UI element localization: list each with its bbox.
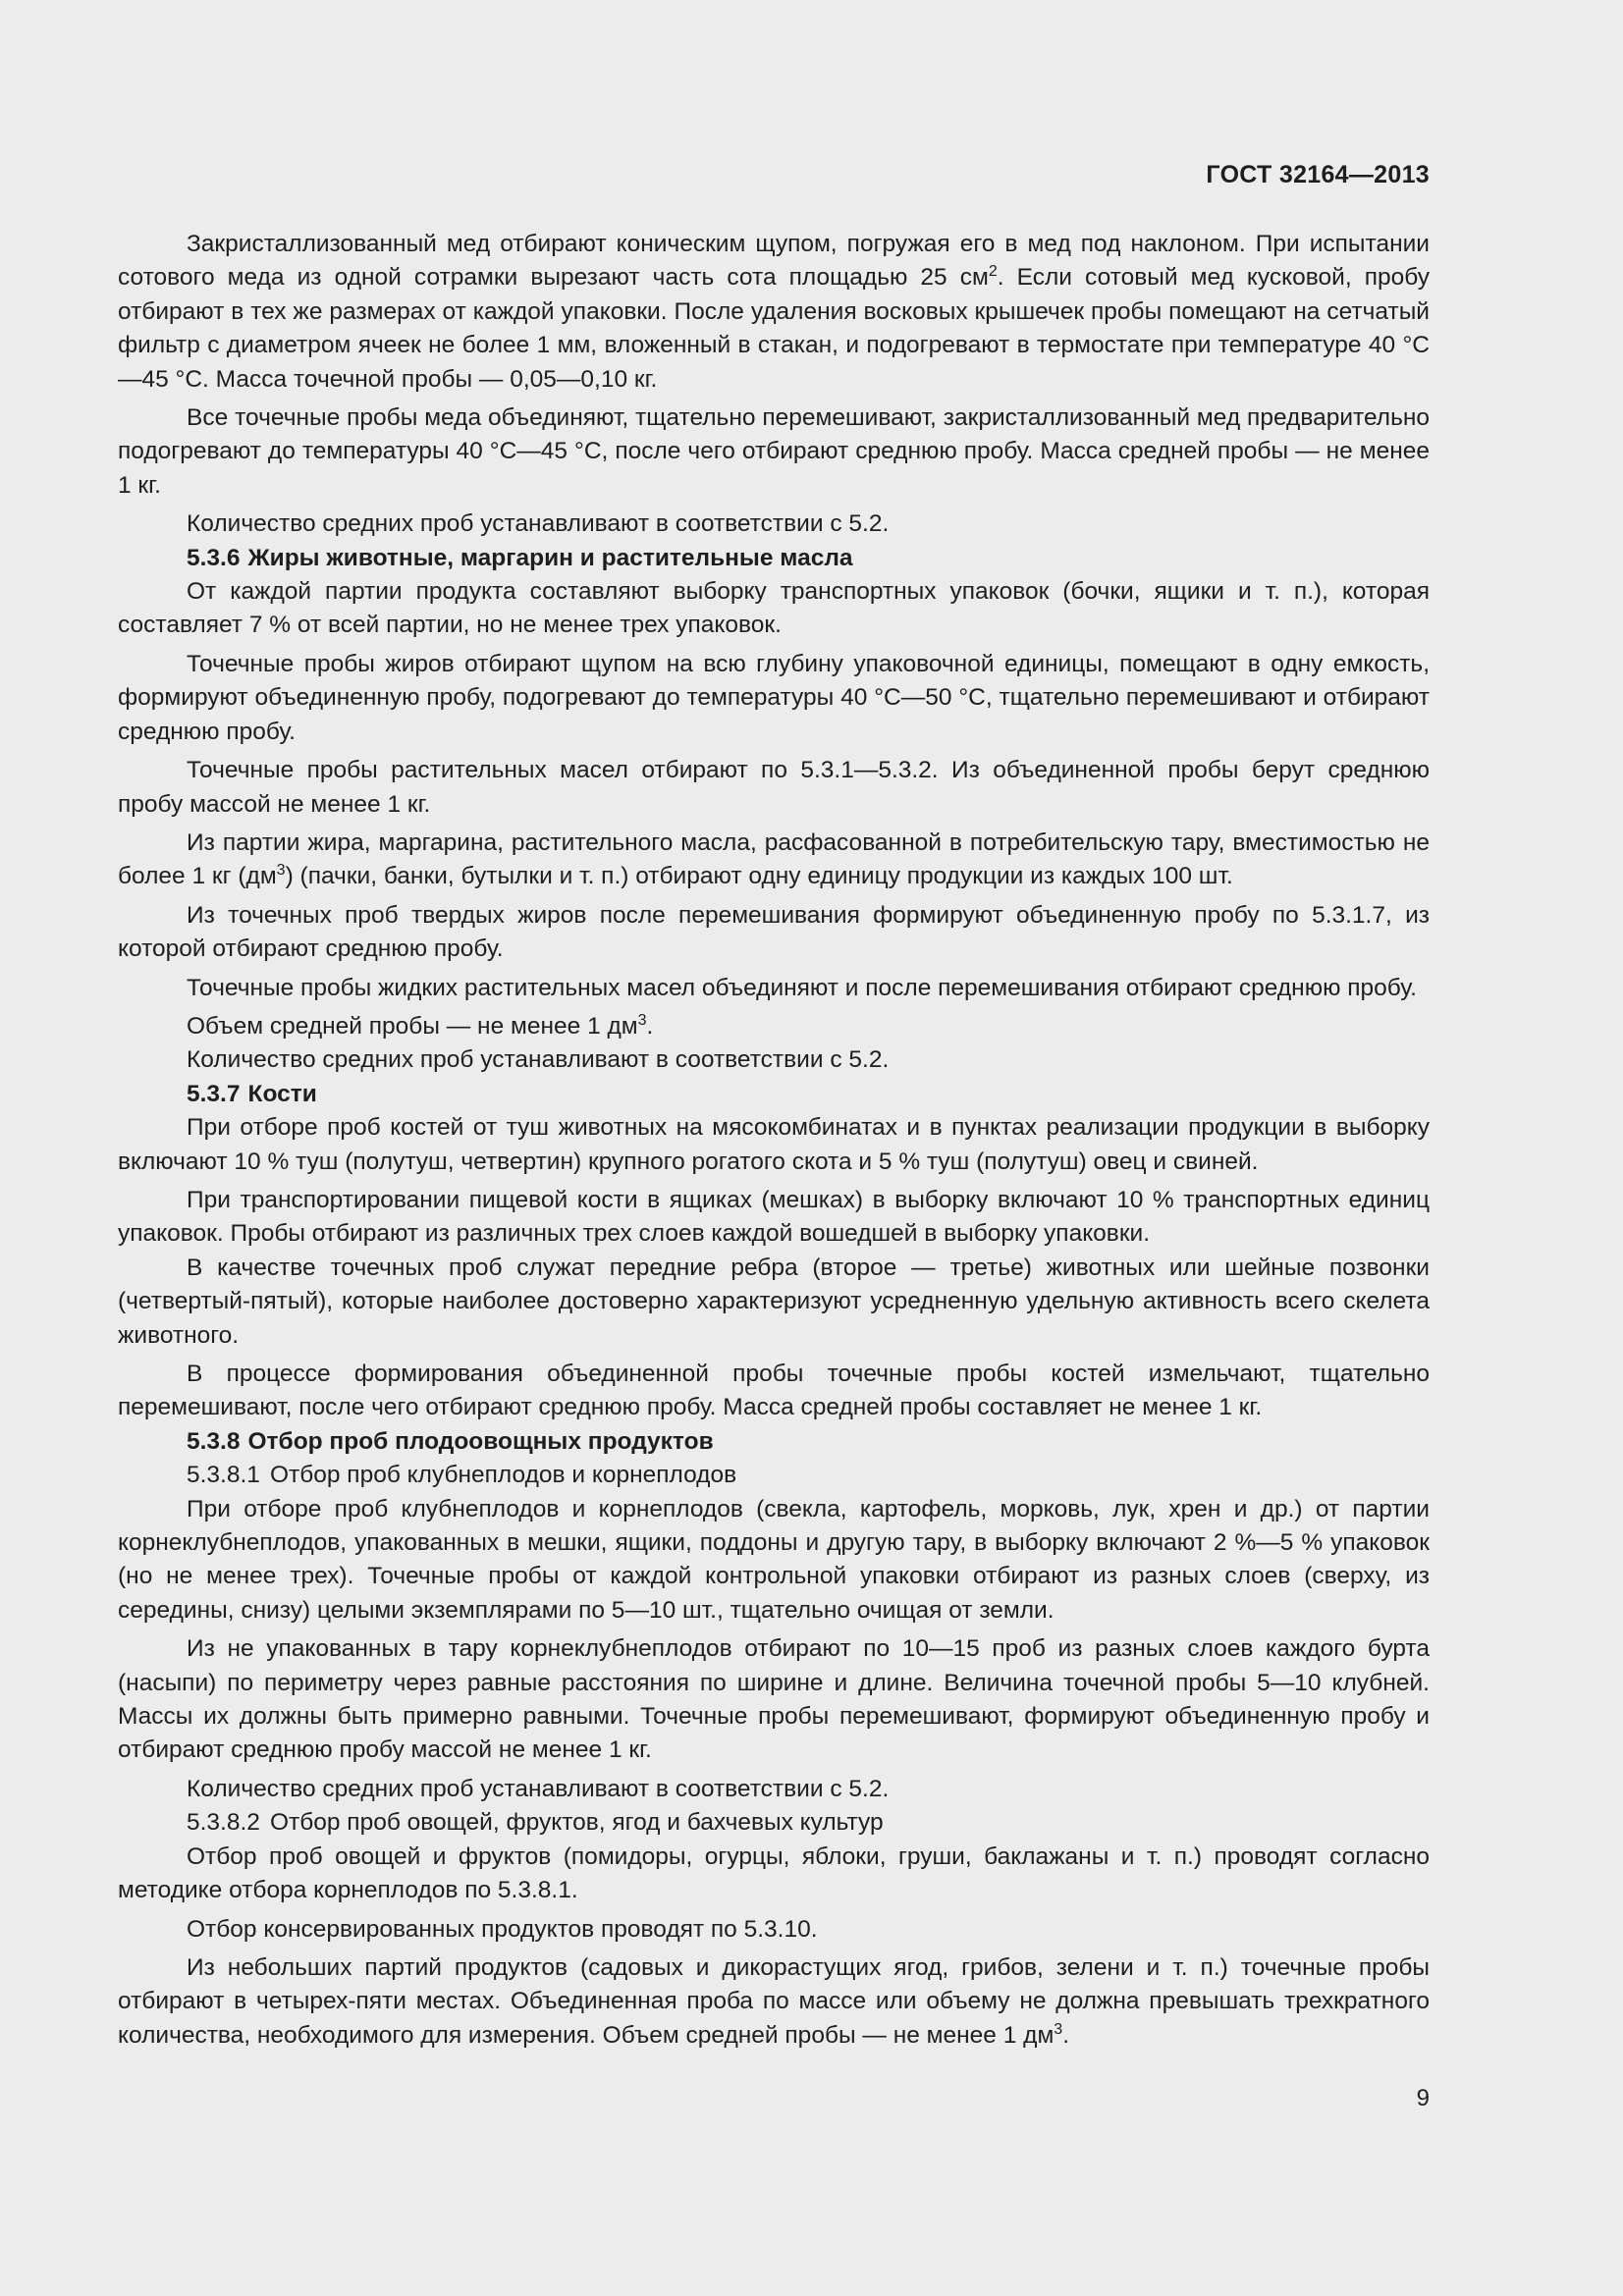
section-number: 5.3.6 [187,544,241,571]
document-id-header: ГОСТ 32164—2013 [1206,161,1430,188]
paragraph: Отбор консервированных продуктов проводят по 5.3.10. [187,1915,818,1943]
paragraph: Все точечные пробы меда объединяют, тщательно перемешивают, закристаллизованный мед предварительно подогревают до температуры 40 °С—45 °С, после чего отбирают среднюю пробу. Масса средней пробы — не менее 1 кг. [118,404,1430,499]
paragraph: Точечные пробы жидких растительных масел объединяют и после перемешивания отбирают среднюю пробу. [187,974,1417,1001]
paragraph-text: . Если сотовый мед кусковой, пробу отбирают в тех же размерах от каждой упаковки. После удаления восковых крышечек пробы помещают на сетчатый фильтр с диаметром ячеек не более 1 мм, вложенный в стакан, и подогревают в термостате при температуре 40 °С—45 °С. Масса точечной пробы — 0,05—0,10 кг. [118,264,1430,393]
subsection-number: 5.3.8.2 [187,1809,260,1837]
document-body [118,228,1430,2053]
section-number: 5.3.7 [187,1080,241,1107]
paragraph: Количество средних проб устанавливают в соответствии с 5.2. [187,1046,890,1074]
section-number: 5.3.8 [187,1427,241,1455]
section-heading-5-3-7 [118,1078,1430,1111]
subsection-title: Отбор проб овощей, фруктов, ягод и бахчевых культур [269,1809,884,1837]
paragraph: При транспортировании пищевой кости в ящиках (мешках) в выборку включают 10 % транспортных единиц упаковок. Пробы отбирают из различных трех слоев каждой вошедшей в выборку упаковки. [118,1186,1430,1248]
paragraph: Количество средних проб устанавливают в соответствии с 5.2. [187,510,890,538]
paragraph: Из точечных проб твердых жиров после перемешивания формируют объединенную пробу по 5.3.1.7, из которой отбирают среднюю пробу. [118,901,1430,963]
paragraph-text: ) (пачки, банки, бутылки и т. п.) отбирают одну единицу продукции из каждых 100 шт. [285,863,1233,890]
paragraph-text: . [1062,2021,1070,2049]
page-number: 9 [1416,2085,1430,2111]
paragraph: При отборе проб клубнеплодов и корнеплодов (свекла, картофель, морковь, лук, хрен и др.) от партии корнеклубнеплодов, упакованных в мешки, ящики, поддоны и другую тару, в выборку включают 2 %—5 % упаковок (но не менее трех). Точечные пробы от каждой контрольной упаковки отбирают из разных слоев (сверху, из середины, снизу) целыми экземплярами по 5—10 шт., тщательно очищая от земли. [118,1495,1430,1624]
section-heading-5-3-6 [118,542,1430,575]
paragraph-text: Из партии жира, маргарина, растительного масла, расфасованной в потребительскую тару, вместимостью не более 1 кг (дм [118,828,1430,890]
paragraph: Отбор проб овощей и фруктов (помидоры, огурцы, яблоки, груши, баклажаны и т. п.) проводят согласно методике отбора корнеплодов по 5.3.8.1. [118,1842,1430,1904]
superscript: 3 [1054,2020,1063,2038]
subsection-number: 5.3.8.1 [187,1462,260,1489]
subsection-title: Отбор проб клубнеплодов и корнеплодов [269,1462,737,1489]
section-heading-5-3-8 [118,1425,1430,1459]
paragraph: При отборе проб костей от туш животных на мясокомбинатах и в пунктах реализации продукции в выборку включают 10 % туш (полутуш, четвертин) крупного рогатого скота и 5 % туш (полутуш) овец и свиней. [118,1114,1430,1175]
section-title: Отбор проб плодоовощных продуктов [247,1427,714,1455]
paragraph [118,228,1430,397]
superscript: 3 [276,862,286,880]
paragraph: В качестве точечных проб служат передние ребра (второе — третье) животных или шейные позвонки (четвертый-пятый), которые наиболее достоверно характеризуют усредненную удельную активность всего скелета животного. [118,1254,1430,1349]
subsection-heading-5-3-8-2 [118,1806,1430,1840]
superscript: 2 [988,263,998,281]
superscript: 3 [637,1011,647,1029]
paragraph-text: Закристаллизованный мед отбирают коническим щупом, погружая его в мед под наклоном. При испытании сотового меда из одной сотрамки вырезают часть сота площадью 25 см [118,231,1430,292]
paragraph: От каждой партии продукта составляют выборку транспортных упаковок (бочки, ящики и т. п.), которая составляет 7 % от всей партии, но не менее трех упаковок. [118,578,1430,639]
section-title: Жиры животные, маргарин и растительные масла [247,544,853,571]
subsection-heading-5-3-8-1 [118,1459,1430,1492]
paragraph [118,1951,1430,2053]
section-title: Кости [247,1080,317,1107]
paragraph-text: Из небольших партий продуктов (садовых и дикорастущих ягод, грибов, зелени и т. п.) точечные пробы отбирают в четырех-пяти местах. Объединенная проба по массе или объему не должна превышать трехкратного количества, необходимого для измерения. Объем средней пробы — не менее 1 дм [118,1953,1430,2049]
paragraph: Количество средних проб устанавливают в соответствии с 5.2. [187,1775,890,1802]
paragraph-text: . [646,1012,654,1040]
paragraph: Точечные пробы жиров отбирают щупом на всю глубину упаковочной единицы, помещают в одну емкость, формируют объединенную пробу, подогревают до температуры 40 °С—50 °С, тщательно перемешивают и отбирают среднюю пробу. [118,650,1430,745]
paragraph [118,1010,1430,1043]
paragraph: В процессе формирования объединенной пробы точечные пробы костей измельчают, тщательно перемешивают, после чего отбирают среднюю пробу. Масса средней пробы составляет не менее 1 кг. [118,1361,1430,1421]
paragraph: Из не упакованных в тару корнеклубнеплодов отбирают по 10—15 проб из разных слоев каждого бурта (насыпи) по периметру через равные расстояния по ширине и длине. Величина точечной пробы 5—10 клубней. Массы их должны быть примерно равными. Точечные пробы перемешивают, формируют объединенную пробу и отбирают среднюю пробу массой не менее 1 кг. [118,1635,1430,1764]
paragraph: Точечные пробы растительных масел отбирают по 5.3.1—5.3.2. Из объединенной пробы берут среднюю пробу массой не менее 1 кг. [118,757,1430,818]
paragraph-text: Объем средней пробы — не менее 1 дм [187,1012,638,1040]
paragraph [118,827,1430,894]
